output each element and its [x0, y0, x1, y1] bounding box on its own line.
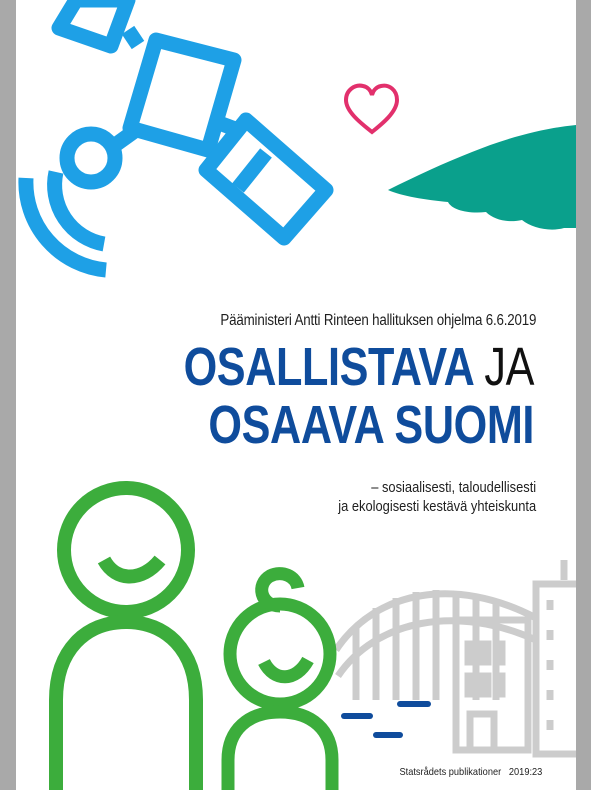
title-word-osallistava: OSALLISTAVA — [183, 337, 473, 397]
wing-icon — [388, 125, 576, 230]
publication-number: 2019:23 — [508, 766, 542, 778]
publisher-name: Statsrådets publikationer — [399, 766, 501, 778]
title-line-osaava-suomi: OSAAVA SUOMI — [208, 395, 534, 455]
page-title — [184, 338, 534, 454]
adult-figure-icon — [56, 488, 196, 790]
tagline — [338, 478, 536, 516]
program-subtitle: Pääministeri Antti Rinteen hallituksen ohjelma 6.6.2019 — [220, 312, 536, 329]
publication-footer — [399, 766, 542, 778]
water-dashes — [344, 704, 428, 735]
tagline-line-2: ja ekologisesti kestävä yhteiskunta — [338, 498, 536, 515]
heart-icon — [346, 86, 397, 132]
child-figure-icon — [228, 574, 332, 790]
cover-page — [16, 0, 576, 790]
satellite-icon — [26, 0, 326, 270]
tagline-line-1: – sosiaalisesti, taloudellisesti — [371, 479, 536, 496]
title-word-ja: JA — [484, 337, 534, 397]
cityscape-icon — [336, 560, 576, 754]
